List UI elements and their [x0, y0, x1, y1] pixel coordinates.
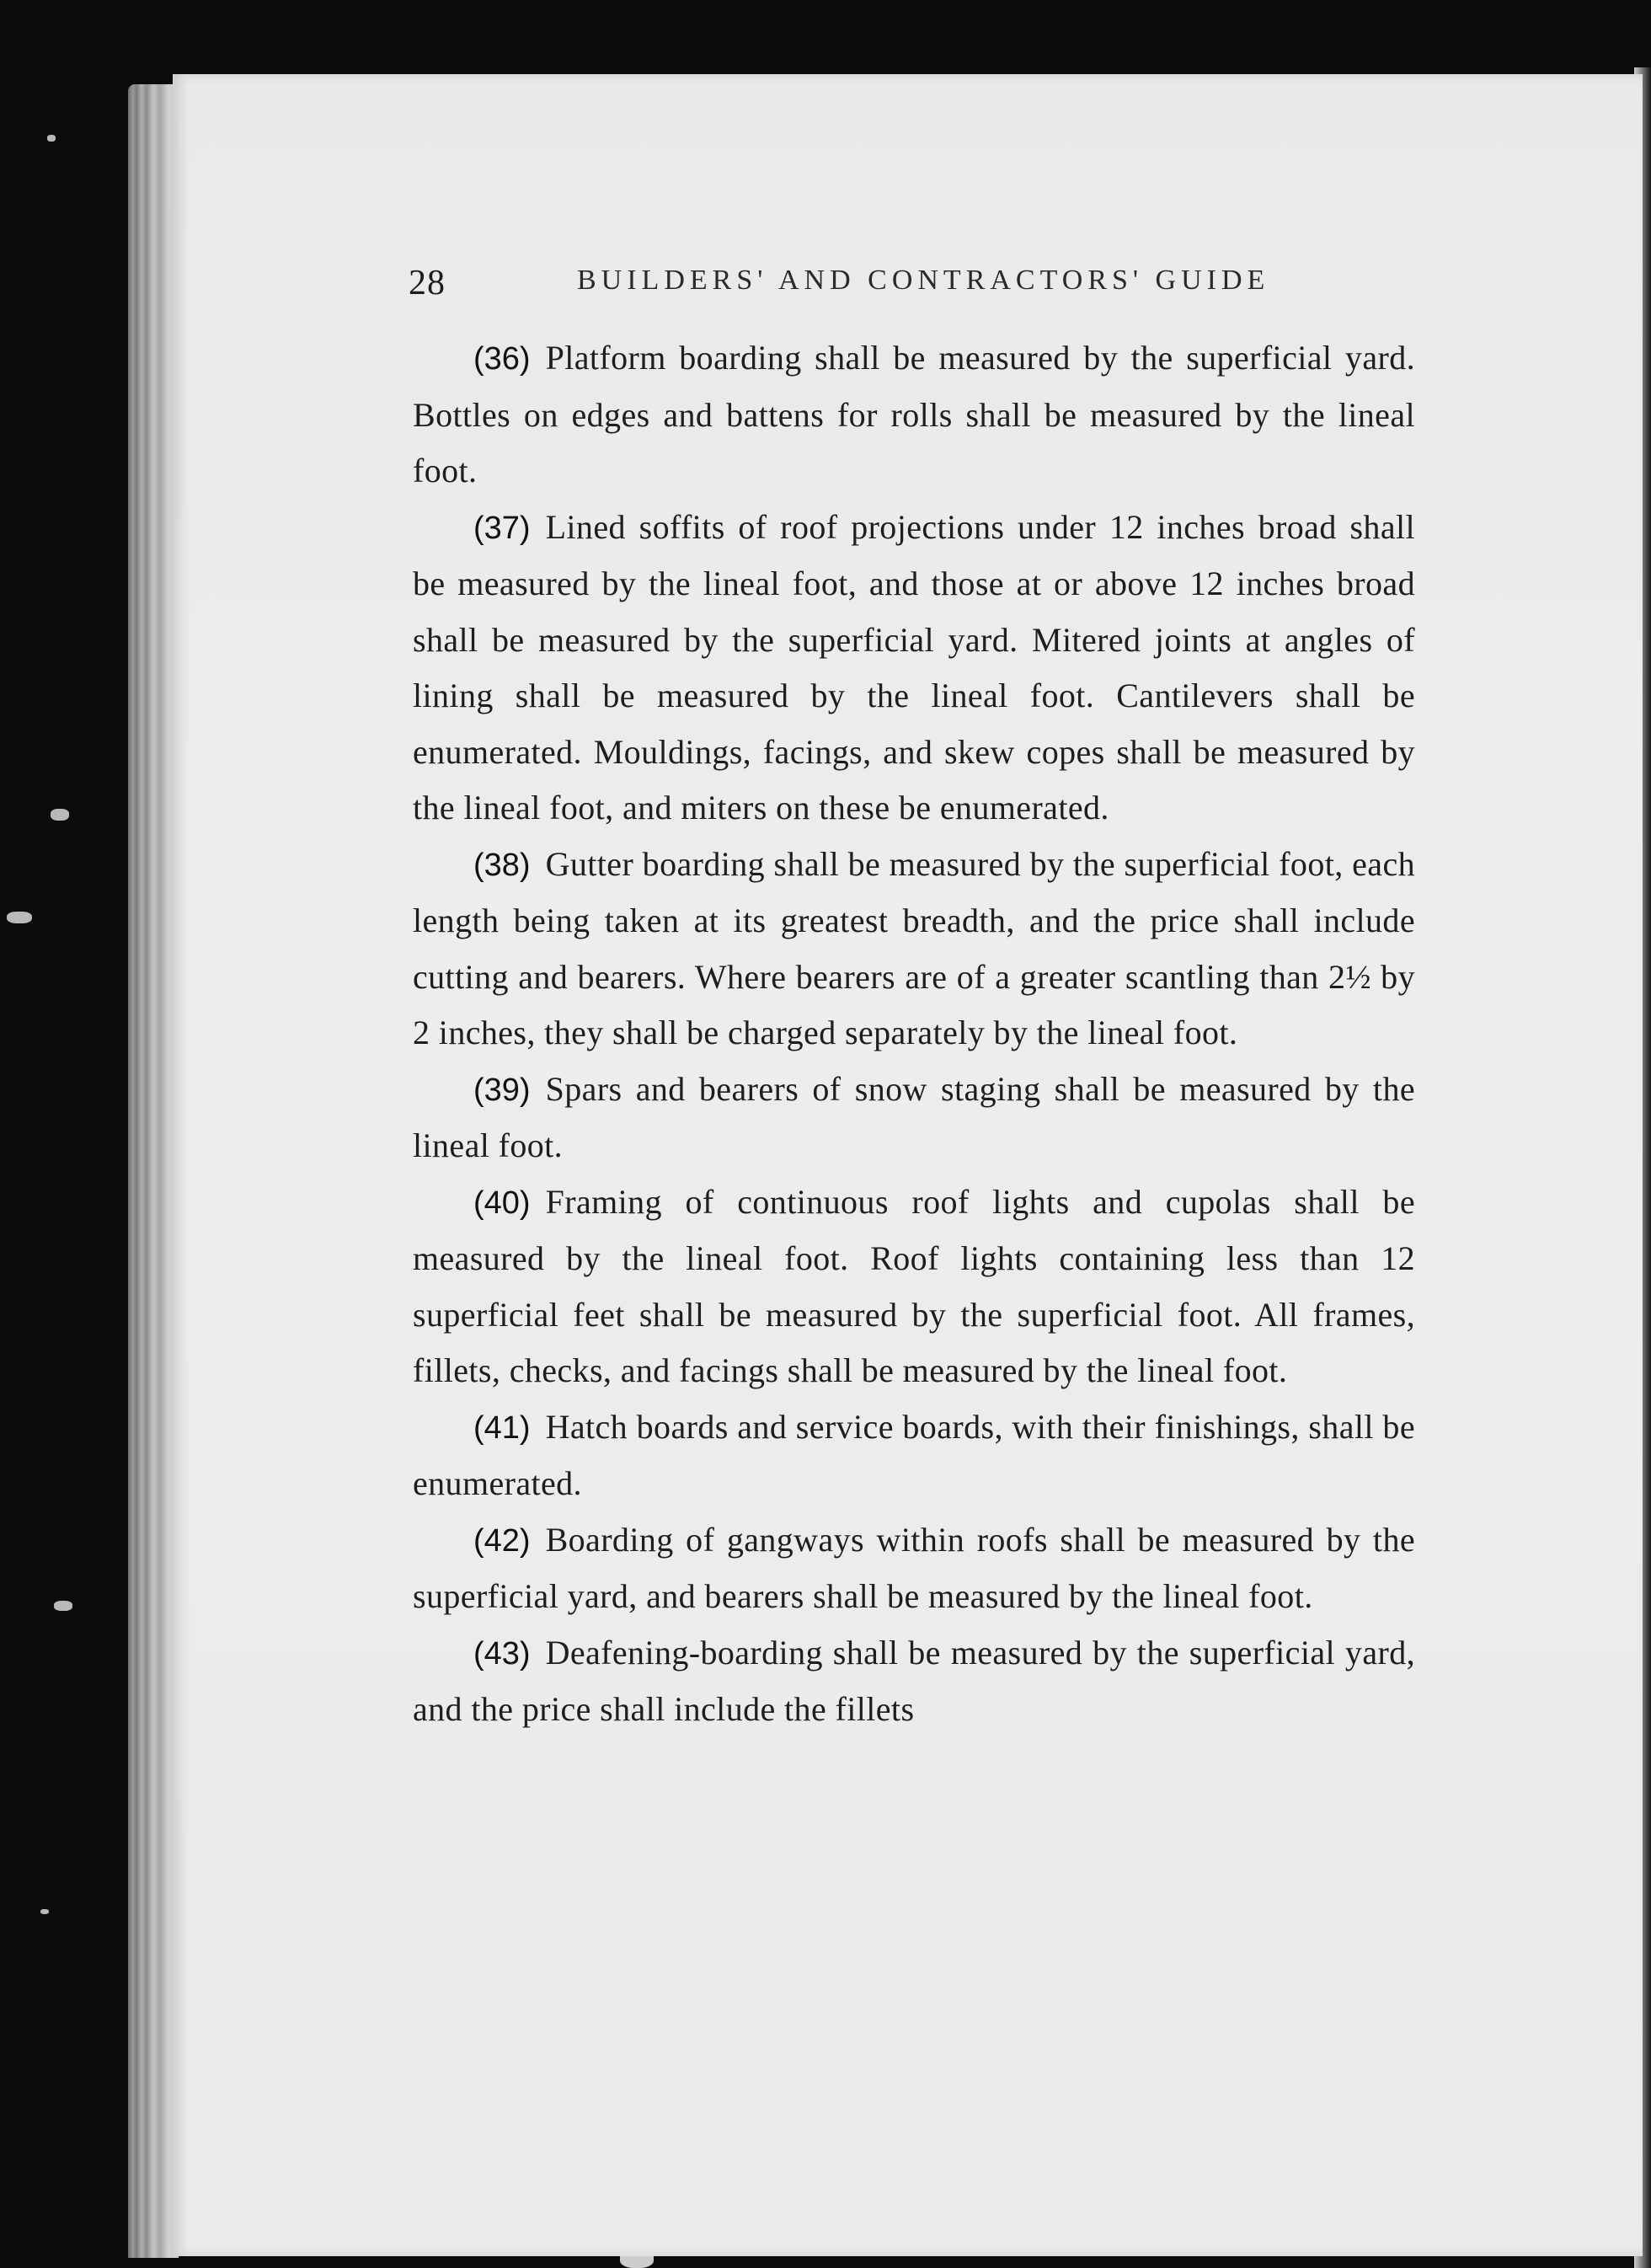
paragraph-text: Lined soffits of roof projections under 12 inches broad shall be measured by the lineal foot, and those at or above 12 inches broad shall be measured by the superficial yard. Mitered joints at angles of lining shall be measured by the lineal foot. Cantilevers shall be enumerated. Mouldings, facings, and skew copes shall be measured by the lineal foot, and miters on these be enumerated.: [413, 507, 1415, 826]
scan-speck: [40, 1909, 49, 1914]
page-header: [409, 259, 1270, 310]
paragraph-number: (41): [473, 1409, 531, 1446]
paragraph-number: (37): [473, 510, 531, 546]
page-stack-edge: [128, 84, 179, 2258]
paragraph-text: Framing of continuous roof lights and cupolas shall be measured by the lineal foot. Roof lights containing less than 12 superficial feet shall be measured by the superficial foot. All frames, fillets, checks, and facings shall be measured by the lineal foot.: [413, 1182, 1415, 1389]
paragraph-36: [413, 330, 1415, 500]
paragraph-number: (43): [473, 1635, 531, 1672]
paragraph-39: [413, 1062, 1415, 1174]
scan-speck: [47, 135, 56, 142]
paragraph-42: [413, 1512, 1415, 1625]
paragraph-text: Hatch boards and service boards, with their finishings, shall be enumerated.: [413, 1407, 1415, 1502]
body-text: [413, 330, 1415, 1738]
paragraph-number: (36): [473, 341, 531, 377]
paragraph-number: (39): [473, 1072, 531, 1108]
paragraph-text: Spars and bearers of snow staging shall be measured by the lineal foot.: [413, 1069, 1415, 1164]
paragraph-43: [413, 1625, 1415, 1738]
running-title: BUILDERS' AND CONTRACTORS' GUIDE: [577, 265, 1270, 296]
paragraph-37: [413, 500, 1415, 837]
paragraph-text: Platform boarding shall be measured by the superficial yard. Bottles on edges and battens for rolls shall be measured by the lineal foot.: [413, 339, 1415, 489]
paragraph-text: Deafening-boarding shall be measured by the superficial yard, and the price shall include the fillets: [413, 1633, 1415, 1728]
paragraph-40: [413, 1174, 1415, 1399]
paragraph-number: (40): [473, 1185, 531, 1221]
paragraph-38: [413, 837, 1415, 1062]
paragraph-41: [413, 1399, 1415, 1512]
paragraph-text: Gutter boarding shall be measured by the superficial foot, each length being taken at its greatest breadth, and the price shall include cutting and bearers. Where bearers are of a greater scantling than 2½ by 2 inches, they shall be charged separately by the lineal foot.: [413, 844, 1415, 1051]
paragraph-number: (42): [473, 1522, 531, 1559]
scan-speck: [51, 809, 69, 821]
paragraph-text: Boarding of gangways within roofs shall be measured by the superficial yard, and bearers shall be measured by the lineal foot.: [413, 1520, 1415, 1615]
scan-speck: [54, 1601, 72, 1611]
page-number: 28: [409, 264, 446, 302]
scan-speck: [7, 912, 32, 923]
paragraph-number: (38): [473, 847, 531, 883]
